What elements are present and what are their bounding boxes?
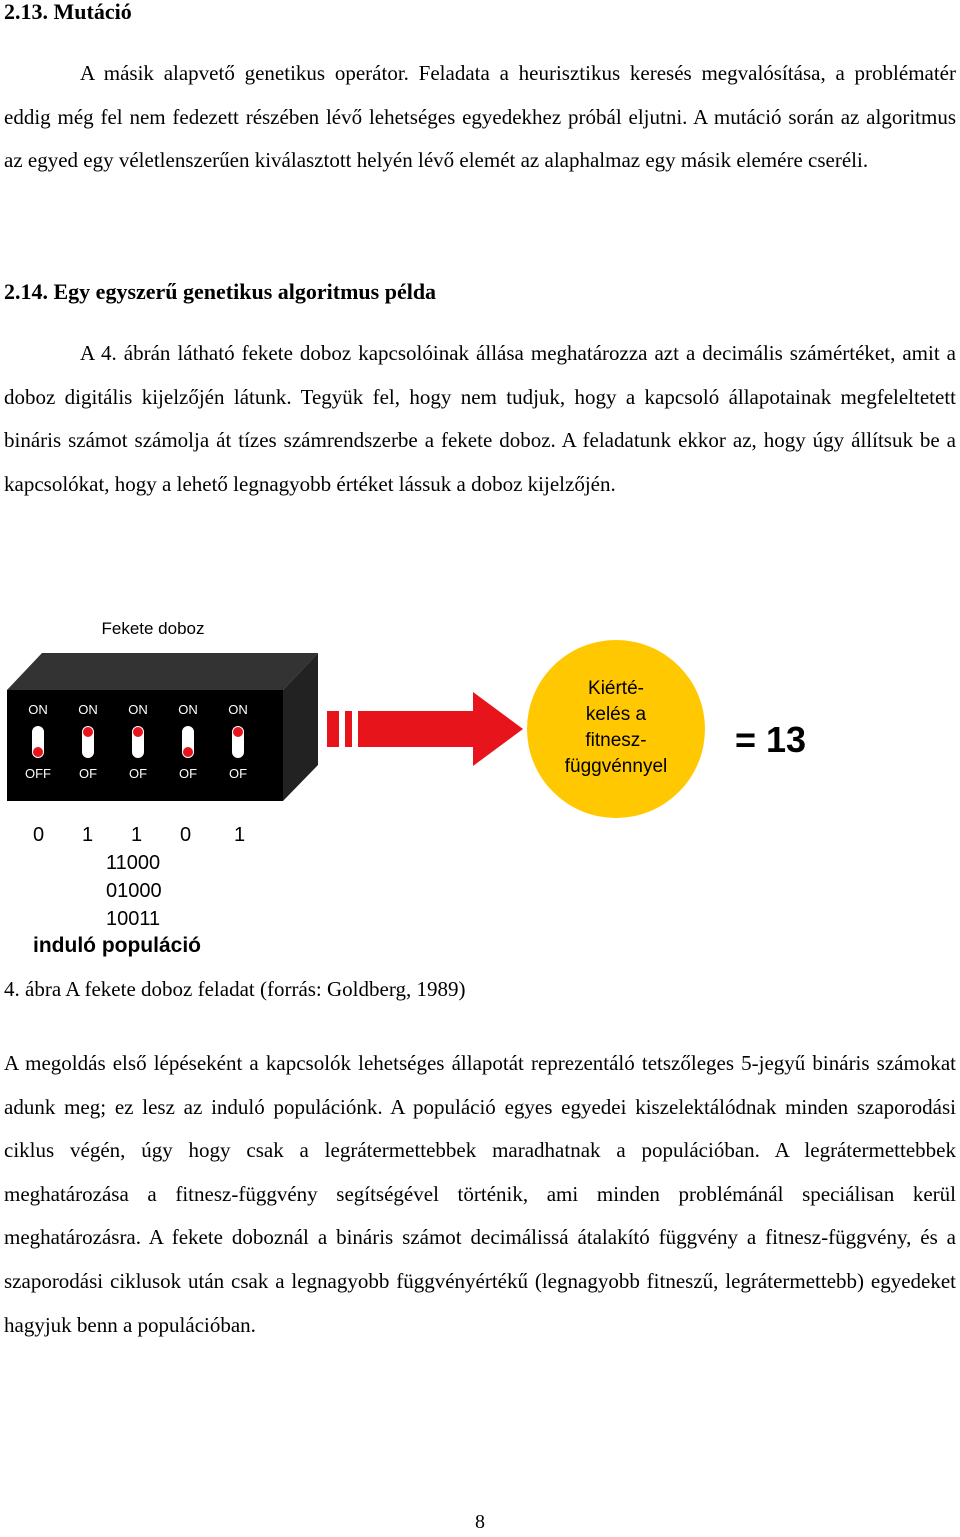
- mutacio-paragraph: A másik alapvető genetikus operátor. Feladata a heurisztikus keresés megvalósítása, a problématér eddig még fel nem fedezett részében lévő lehetséges egyedekhez próbál eljutni. A mutáció során az algoritmus az egyed egy véletlenszerűen kiválasztott helyén lévő elemét az alaphalmaz egy másik elemére cseréli.: [4, 61, 956, 173]
- switch-on-label: ON: [228, 702, 248, 717]
- switch-on-label: ON: [78, 702, 98, 717]
- switch-knob: [183, 747, 193, 757]
- solution-paragraph: A megoldás első lépéseként a kapcsolók lehetséges állapotát reprezentáló tetszőleges 5-jegyű bináris számokat adunk meg; ez lesz az induló populációnk. A populáció egyes egyedei kiszelektálódnak minden szaporodási ciklus végén, úgy hogy csak a legrátermettebbek maradhatnak a populációban. A legrátermettebbek meghatározása a fitnesz-függvény segítségével történik, ami minden problémánál speciálisan kerül meghatározásra. A fekete doboznál a bináris számot decimálissá átalakító függvény a fitnesz-függvény, és a szaporodási ciklusok után csak a legnagyobb függvényértékű (legnagyobb fitneszű, legrátermettebb) egyedeket hagyjuk benn a populációban.: [4, 1051, 956, 1337]
- fitness-circle-line: fitnesz-: [585, 730, 647, 751]
- bit-value: 1: [131, 824, 143, 846]
- population-item-1: 11000: [106, 852, 161, 874]
- switch-knob: [133, 727, 143, 737]
- switch-on-label: ON: [28, 702, 48, 717]
- population-item-2: 01000: [106, 880, 162, 902]
- switch-knob: [83, 727, 93, 737]
- switch-knob: [33, 747, 43, 757]
- section-heading-mutacio: 2.13. Mutáció: [4, 0, 132, 24]
- switch-off-label: OF: [128, 766, 148, 781]
- population-label: induló populáció: [33, 934, 201, 957]
- arrow-stripe-2: [345, 711, 352, 747]
- bit-value: 1: [82, 824, 94, 846]
- arrow-shape: [358, 692, 523, 766]
- switch-on-label: ON: [128, 702, 148, 717]
- switch-knob: [233, 727, 243, 737]
- fitness-circle-line: kelés a: [585, 704, 647, 725]
- switch-off-label: OF: [178, 766, 198, 781]
- fitness-circle-line: Kiérté-: [588, 678, 644, 699]
- switch-off-label: OFF: [25, 766, 51, 781]
- section-heading-example: 2.14. Egy egyszerű genetikus algoritmus példa: [4, 279, 437, 304]
- bit-value: 0: [180, 824, 192, 846]
- box-top-face: [7, 653, 318, 690]
- figure-caption: 4. ábra A fekete doboz feladat (forrás: Goldberg, 1989): [4, 977, 466, 1001]
- fitness-circle-line: függvénnyel: [564, 756, 668, 777]
- page-number: 8: [475, 1511, 485, 1533]
- bit-value: 0: [33, 824, 45, 846]
- arrow-stripe-1: [327, 711, 339, 747]
- population-item-3: 10011: [106, 908, 161, 930]
- switch-off-label: OF: [228, 766, 248, 781]
- figure-black-box: [0, 600, 960, 980]
- box-title: Fekete doboz: [101, 619, 205, 638]
- result-value: = 13: [735, 719, 807, 760]
- switch-on-label: ON: [178, 702, 198, 717]
- switch-off-label: OF: [78, 766, 98, 781]
- fitness-circle: [527, 640, 705, 818]
- example-paragraph: A 4. ábrán látható fekete doboz kapcsolóinak állása meghatározza azt a decimális számértéket, amit a doboz digitális kijelzőjén látunk. Tegyük fel, hogy nem tudjuk, hogy a kapcsoló állapotainak megfeleltetett bináris számot számolja át tízes számrendszerbe a fekete doboz. A feladatunk ekkor az, hogy úgy állítsuk be a kapcsolókat, hogy a lehető legnagyobb értéket lássuk a doboz kijelzőjén.: [4, 341, 956, 496]
- bit-value: 1: [234, 824, 246, 846]
